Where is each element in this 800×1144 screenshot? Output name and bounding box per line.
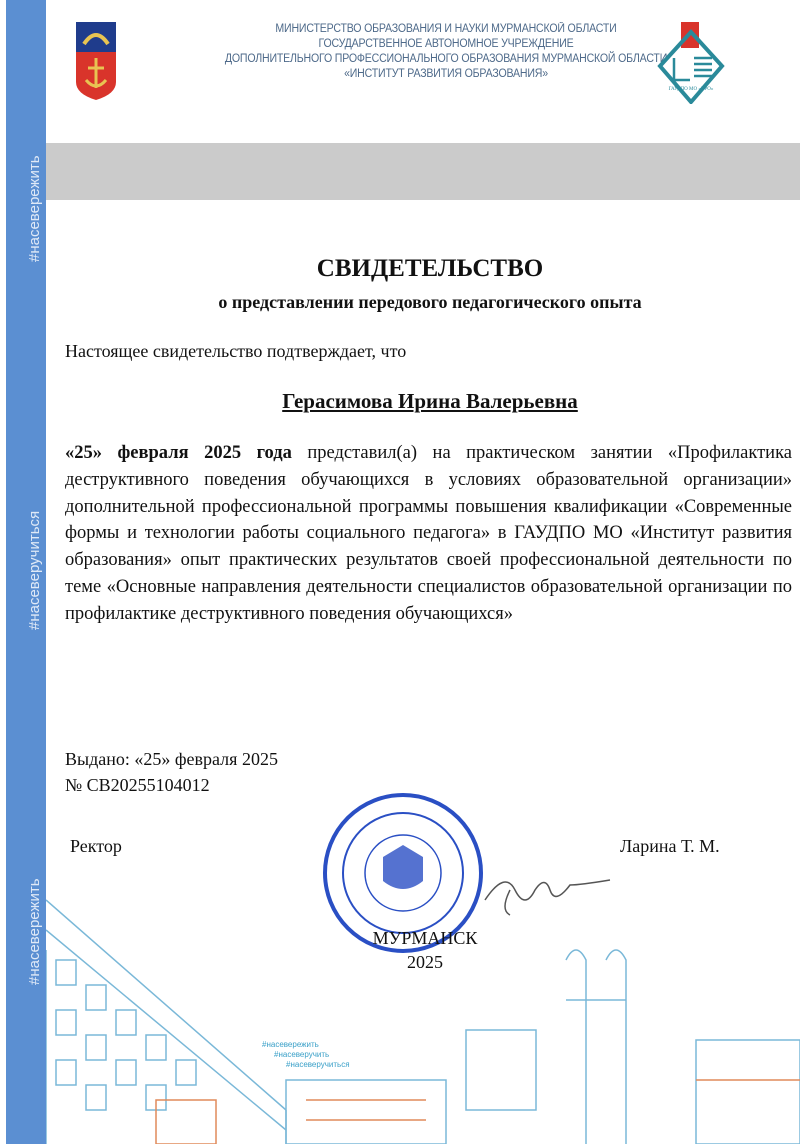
svg-text:ГАУДПО МО «ИРО»: ГАУДПО МО «ИРО» xyxy=(668,87,714,92)
header-line: «ИНСТИТУТ РАЗВИТИЯ ОБРАЗОВАНИЯ» xyxy=(344,68,548,80)
confirm-text: Настоящее свидетельство подтверждает, что xyxy=(65,341,407,361)
coat-of-arms-logo xyxy=(76,22,116,102)
header xyxy=(46,0,800,143)
sidebar-hashtag: #насевережить xyxy=(26,878,43,985)
event-date: «25» февраля 2025 года xyxy=(65,443,292,463)
city: МУРМАНСК xyxy=(372,928,478,948)
header-band xyxy=(46,143,800,200)
issued-date: Выдано: «25» февраля 2025 xyxy=(65,749,278,769)
sidebar-hashtag: #насеверучиться xyxy=(26,510,43,630)
certificate-body xyxy=(65,440,792,628)
body-text: представил(а) на практическом занятии «Профилактика деструктивного поведения обучающихся в условиях образовательной организации» дополнительной профессиональной программы повышения квалификации «Современные формы и технологии работы социального педагога» в ГАУДПО МО «Институт развития образования» опыт практических результатов своей профессиональной деятельности по теме «Основные направления деятельности специалистов образовательной организации по профилактике деструктивного поведения обучающихся» xyxy=(65,443,793,624)
institute-logo xyxy=(656,22,726,104)
rector-label: Ректор xyxy=(70,836,122,856)
signer-name: Ларина Т. М. xyxy=(620,836,720,856)
header-line: ГОСУДАРСТВЕННОЕ АВТОНОМНОЕ УЧРЕЖДЕНИЕ xyxy=(318,38,574,50)
certificate-title: СВИДЕТЕЛЬСТВО xyxy=(316,255,544,282)
header-line: МИНИСТЕРСТВО ОБРАЗОВАНИЯ И НАУКИ МУРМАНСКОЙ ОБЛАСТИ xyxy=(275,23,617,35)
certificate-number: № СВ20255104012 xyxy=(65,775,210,795)
header-line: ДОПОЛНИТЕЛЬНОГО ПРОФЕССИОНАЛЬНОГО ОБРАЗОВАНИЯ МУРМАНСКОЙ ОБЛАСТИ xyxy=(224,53,668,65)
recipient-name: Герасимова Ирина Валерьевна xyxy=(282,389,578,413)
sidebar-hashtag: #насевережить xyxy=(26,155,43,262)
signature xyxy=(480,860,620,920)
footer-hashtag: #насевережить xyxy=(262,1040,319,1049)
footer-hashtag: #насеверучиться xyxy=(286,1060,350,1069)
footer-hashtag: #насеверучить xyxy=(274,1050,330,1059)
certificate-subtitle: о представлении передового педагогического опыта xyxy=(218,292,642,312)
year: 2025 xyxy=(407,952,443,972)
